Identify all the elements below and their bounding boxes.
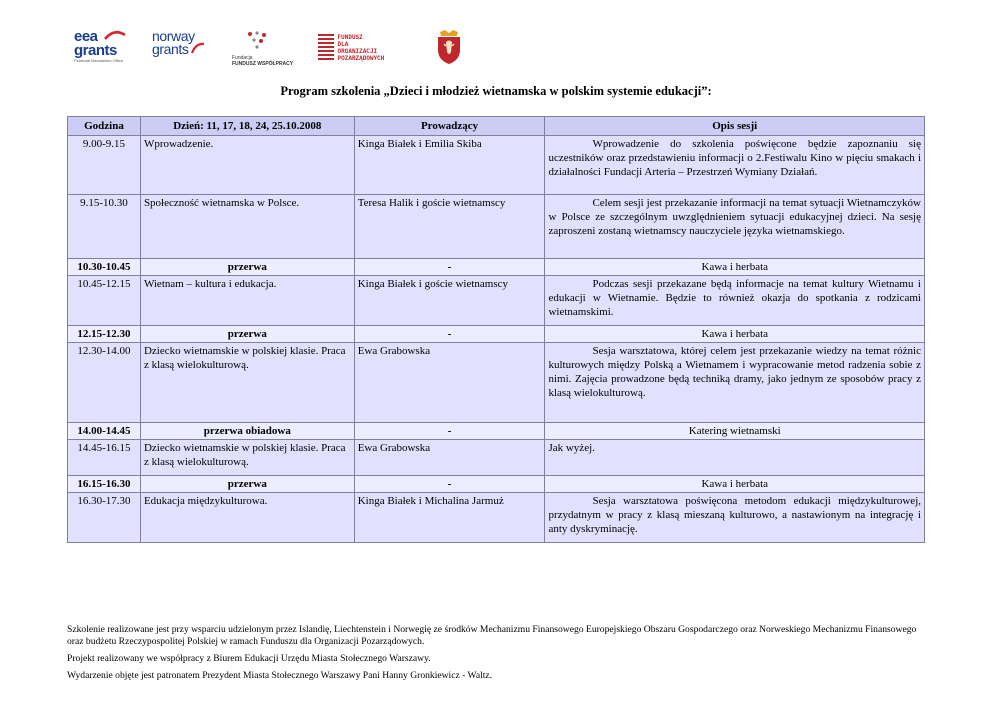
table-row (68, 136, 925, 195)
session-topic: Dziecko wietnamskie w polskiej klasie. Praca z klasą wielokulturową. (140, 440, 354, 476)
session-time: 9.15-10.30 (68, 195, 141, 259)
break-time: 12.15-12.30 (68, 326, 141, 343)
session-description: Wprowadzenie do szkolenia poświęcone będzie zapoznaniu się uczestników oraz przedstawieniu informacji o 2.Festiwalu Kino w pięciu smakach i działalności Fundacji Arteria – Przestrzeń Wymiany Działań. (545, 136, 925, 195)
break-time: 16.15-16.30 (68, 476, 141, 493)
table-row (68, 195, 925, 259)
session-description: Celem sesji jest przekazanie informacji na temat sytuacji Wietnamczyków w Polsce ze szczególnym uwzględnieniem sytuacji edukacyjnej dzieci. Na sesję zaproszeni zostaną wietnamscy nauczyciele języka wietnamskiego. (545, 195, 925, 259)
table-row-break (68, 476, 925, 493)
session-time: 12.30-14.00 (68, 343, 141, 423)
norway-grants-logo: norway grants (152, 30, 212, 56)
session-time: 16.30-17.30 (68, 493, 141, 543)
session-topic: Społeczność wietnamska w Polsce. (140, 195, 354, 259)
logo-strip (74, 30, 494, 72)
break-lead: - (354, 259, 545, 276)
break-label: przerwa (140, 326, 354, 343)
table-row (68, 440, 925, 476)
session-time: 9.00-9.15 (68, 136, 141, 195)
break-lead: - (354, 326, 545, 343)
session-lead: Kinga Białek i Michalina Jarmuż (354, 493, 545, 543)
table-row-break (68, 259, 925, 276)
break-label: przerwa (140, 476, 354, 493)
session-description: Sesja warsztatowa poświęcona metodom edukacji międzykulturowej, przydatnym w pracy z klasą mieszaną kulturowo, a nastawionym na integrację i anty dyskryminację. (545, 493, 925, 543)
break-time: 10.30-10.45 (68, 259, 141, 276)
break-description: Kawa i herbata (545, 259, 925, 276)
eea-grants-logo: eea grants Financial Mechanism Office (74, 28, 124, 63)
session-topic: Dziecko wietnamskie w polskiej klasie. Praca z klasą wielokulturową. (140, 343, 354, 423)
header-time: Godzina (68, 117, 141, 136)
session-lead: Kinga Białek i goście wietnamscy (354, 276, 545, 326)
header-lead: Prowadzący (354, 117, 545, 136)
footer-funding-note: Szkolenie realizowane jest przy wsparciu udzielonym przez Islandię, Liechtenstein i Norwegię ze środków Mechanizmu Finansowego Europejskiego Obszaru Gospodarczego oraz Norweskiego Mechanizmu Finansowego oraz budżetu Rzeczypospolitej Polskiej w ramach Funduszu dla Organizacji Pozarządowych. (67, 624, 917, 647)
header-description: Opis sesji (545, 117, 925, 136)
fundusz-wspolpracy-logo: Fundacja FUNDUSZ WSPÓŁPRACY (232, 30, 294, 67)
break-label: przerwa (140, 259, 354, 276)
break-time: 14.00-14.45 (68, 423, 141, 440)
header-day: Dzień: 11, 17, 18, 24, 25.10.2008 (140, 117, 354, 136)
session-topic: Wprowadzenie. (140, 136, 354, 195)
break-description: Kawa i herbata (545, 476, 925, 493)
session-lead: Ewa Grabowska (354, 343, 545, 423)
session-time: 14.45-16.15 (68, 440, 141, 476)
session-lead: Kinga Białek i Emilia Skiba (354, 136, 545, 195)
table-row (68, 493, 925, 543)
program-table (67, 116, 925, 543)
session-time: 10.45-12.15 (68, 276, 141, 326)
session-lead: Ewa Grabowska (354, 440, 545, 476)
warsaw-coat-of-arms-icon (436, 30, 462, 69)
session-description: Sesja warsztatowa, której celem jest przekazanie wiedzy na temat różnic kulturowych między Polską a Wietnamem i wypracowanie metod radzenia sobie z nimi. Zajęcia prowadzone będą techniką dramy, jako jednym ze sposobów pracy z klasą wielokulturową. (545, 343, 925, 423)
break-description: Kawa i herbata (545, 326, 925, 343)
table-row-break (68, 326, 925, 343)
table-row (68, 276, 925, 326)
session-topic: Wietnam – kultura i edukacja. (140, 276, 354, 326)
break-label: przerwa obiadowa (140, 423, 354, 440)
break-lead: - (354, 423, 545, 440)
table-row (68, 343, 925, 423)
session-lead: Teresa Halik i goście wietnamscy (354, 195, 545, 259)
footer-patronage-note: Wydarzenie objęte jest patronatem Prezydent Miasta Stołecznego Warszawy Pani Hanny Gronkiewicz - Waltz. (67, 670, 493, 681)
break-lead: - (354, 476, 545, 493)
fundusz-ngo-logo: FUNDUSZ DLA ORGANIZACJI POZARZĄDOWYCH (318, 34, 390, 62)
table-row-break (68, 423, 925, 440)
footer-cooperation-note: Projekt realizowany we współpracy z Biurem Edukacji Urzędu Miasta Stołecznego Warszawy. (67, 653, 431, 664)
session-description: Podczas sesji przekazane będą informacje na temat kultury Wietnamu i edukacji w Wietnamie. Będzie to również okazja do spotkania z rodzicami wietnamskimi. (545, 276, 925, 326)
session-description: Jak wyżej. (545, 440, 925, 476)
break-description: Katering wietnamski (545, 423, 925, 440)
document-title: Program szkolenia „Dzieci i młodzież wietnamska w polskim systemie edukacji”: (280, 84, 712, 98)
table-header-row (68, 117, 925, 136)
session-topic: Edukacja międzykulturowa. (140, 493, 354, 543)
